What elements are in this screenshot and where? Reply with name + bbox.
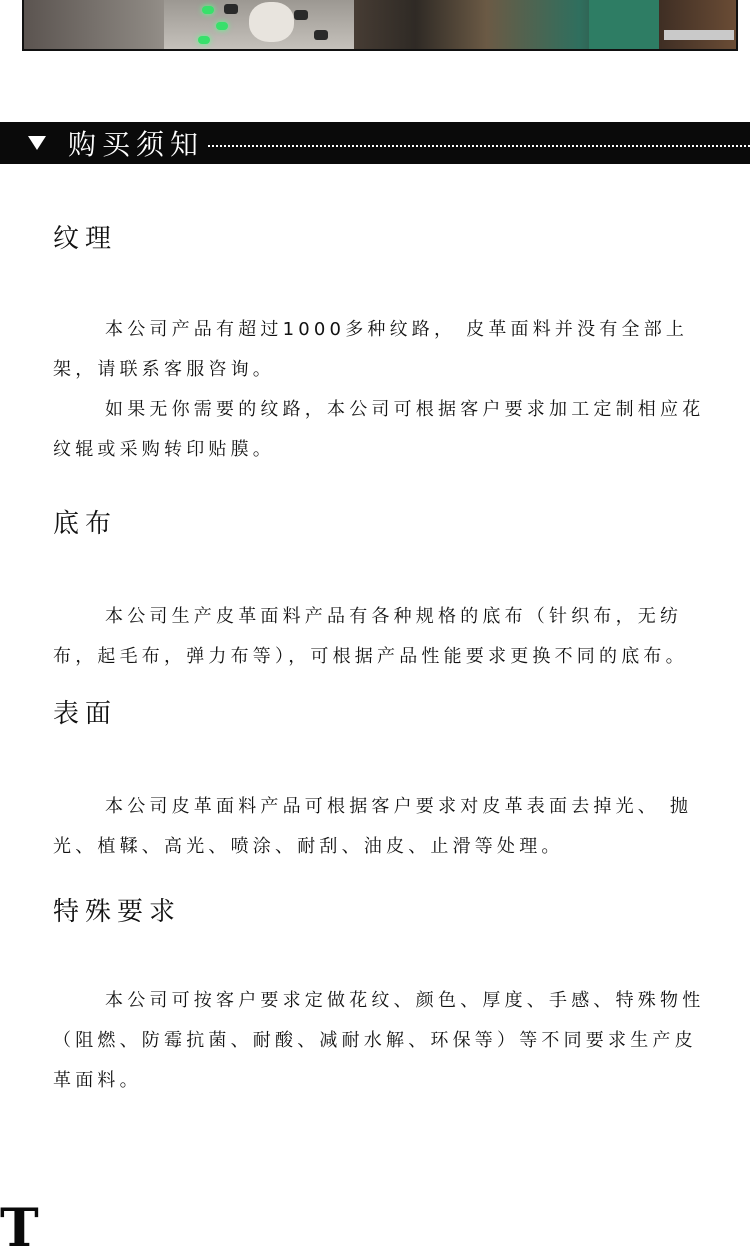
section-heading: 底布 xyxy=(53,509,118,539)
section-surface xyxy=(53,699,718,867)
paragraph: 本公司皮革面料产品可根据客户要求对皮革表面去掉光、 抛光、植鞣、高光、喷涂、耐刮、油皮、止滑等处理。 xyxy=(53,796,693,857)
section-heading: 纹理 xyxy=(53,224,118,254)
banner-title: 购买须知 xyxy=(68,128,205,161)
dotted-divider xyxy=(208,145,750,147)
section-body xyxy=(53,981,718,1101)
machine-body xyxy=(589,0,659,49)
green-indicator-light xyxy=(198,36,210,44)
section-body xyxy=(53,310,718,470)
section-heading: 表面 xyxy=(53,699,118,729)
paragraph: 如果无你需要的纹路，本公司可根据客户要求加工定制相应花纹辊或采购转印贴膜。 xyxy=(53,399,705,460)
triangle-down-icon xyxy=(28,136,46,150)
section-body xyxy=(53,597,718,677)
control-knob xyxy=(314,30,328,40)
green-indicator-light xyxy=(216,22,228,30)
machine-rail xyxy=(664,30,734,40)
section-heading: 特殊要求 xyxy=(53,897,182,927)
cloth-roll xyxy=(249,2,294,42)
next-section-glyph xyxy=(0,1198,44,1259)
control-knob xyxy=(224,4,238,14)
paragraph: 本公司生产皮革面料产品有各种规格的底布（针织布，无纺布，起毛布，弹力布等），可根据产品性能要求更换不同的底布。 xyxy=(53,606,688,667)
factory-photo xyxy=(22,0,738,51)
section-body xyxy=(53,787,718,867)
section-special-requirements xyxy=(53,897,718,1101)
section-texture xyxy=(53,224,718,470)
glyph-text: T xyxy=(0,1198,39,1259)
section-base-fabric xyxy=(53,509,718,677)
paragraph: 本公司可按客户要求定做花纹、颜色、厚度、手感、特殊物性（阻燃、防霉抗菌、耐酸、减耐水解、环保等）等不同要求生产皮革面料。 xyxy=(53,990,705,1091)
control-knob xyxy=(294,10,308,20)
green-indicator-light xyxy=(202,6,214,14)
section-banner xyxy=(0,122,750,164)
paragraph: 本公司产品有超过1000多种纹路， 皮革面料并没有全部上架，请联系客服咨询。 xyxy=(53,319,689,380)
